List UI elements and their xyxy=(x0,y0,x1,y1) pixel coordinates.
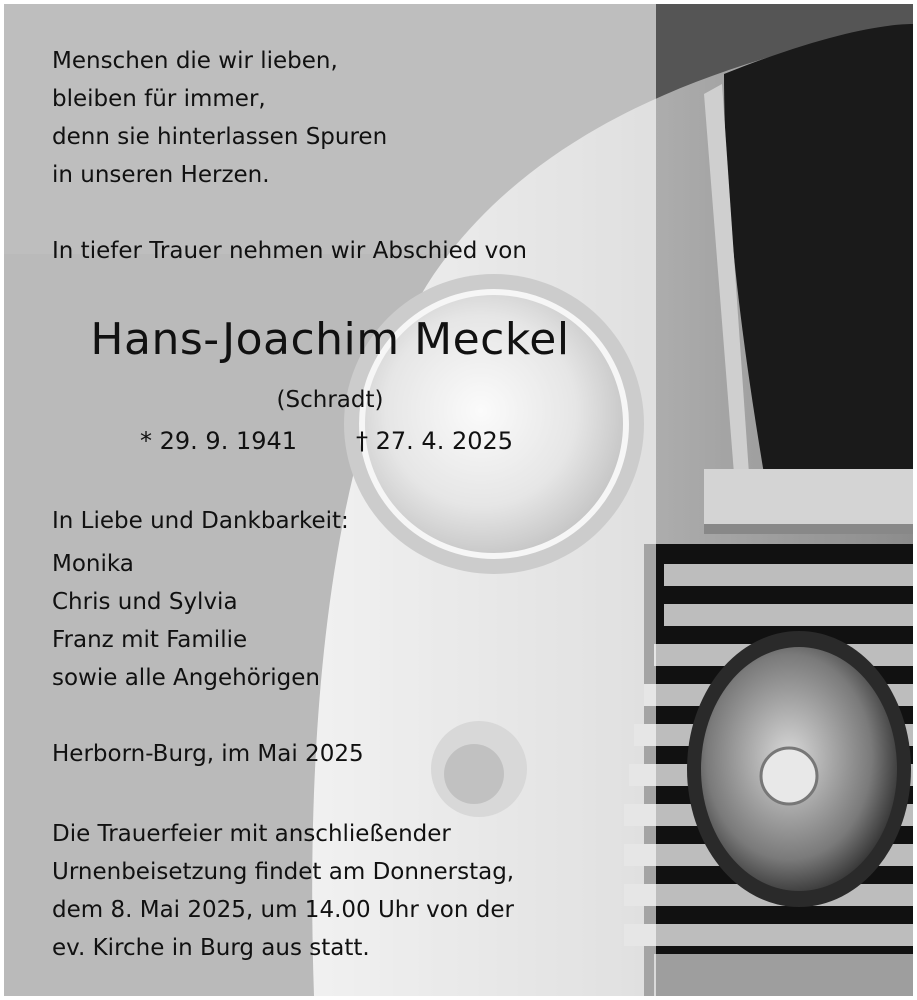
deceased-name: Hans-Joachim Meckel xyxy=(90,314,570,365)
thanks-heading: In Liebe und Dankbarkeit: xyxy=(52,508,349,534)
intro-text: In tiefer Trauer nehmen wir Abschied von xyxy=(52,238,527,264)
mourner-item: sowie alle Angehörigen xyxy=(52,665,320,691)
verse-line: bleiben für immer, xyxy=(52,86,266,112)
service-line: Urnenbeisetzung findet am Donnerstag, xyxy=(52,859,515,885)
place-date: Herborn-Burg, im Mai 2025 xyxy=(52,741,364,767)
service-line: ev. Kirche in Burg aus statt. xyxy=(52,935,370,961)
obituary-notice xyxy=(4,4,913,996)
maiden-name: (Schradt) xyxy=(276,387,384,413)
birth-date: * 29. 9. 1941 xyxy=(140,427,298,455)
verse xyxy=(52,42,387,194)
mourners-list xyxy=(52,545,320,697)
verse-line: in unseren Herzen. xyxy=(52,162,270,188)
verse-line: Menschen die wir lieben, xyxy=(52,48,338,74)
death-date: † 27. 4. 2025 xyxy=(356,427,514,455)
verse-line: denn sie hinterlassen Spuren xyxy=(52,124,388,150)
service-line: Die Trauerfeier mit anschließender xyxy=(52,821,451,847)
mourner-item: Franz mit Familie xyxy=(52,627,248,653)
service-line: dem 8. Mai 2025, um 14.00 Uhr von der xyxy=(52,897,514,923)
mourner-item: Chris und Sylvia xyxy=(52,589,238,615)
service-info xyxy=(52,815,514,967)
mourner-item: Monika xyxy=(52,551,134,577)
